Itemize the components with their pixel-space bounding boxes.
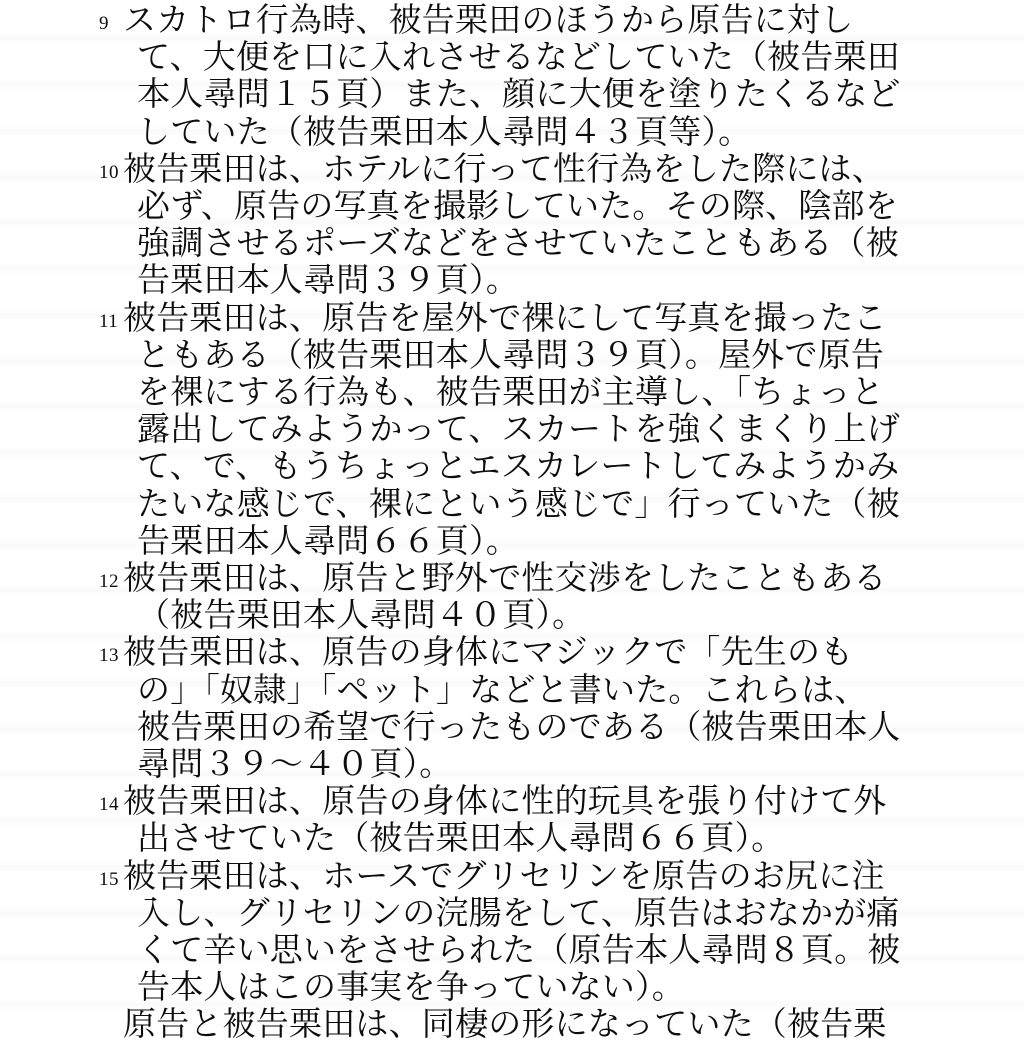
list-item-number: 15 [99, 868, 119, 890]
list-item-number: 9 [99, 13, 109, 34]
text-line: 告栗田本人尋問３９頁）。 [137, 263, 519, 300]
list-item-number: 12 [99, 571, 119, 593]
list-item [0, 784, 1024, 858]
text-line: 告栗田本人尋問６６頁）。 [137, 523, 519, 560]
text-line: 告本人はこの事実を争っていない）。 [137, 970, 685, 1007]
list-item [0, 152, 1024, 301]
list-item-number: 13 [99, 645, 119, 667]
text-line: くて辛い思いをさせられた（原告本人尋問８頁。被 [137, 933, 901, 970]
list-item [0, 859, 1024, 1008]
text-line: 本人尋問１５頁）また、顔に大便を塗りたくるなど [137, 77, 901, 114]
list-item-number: 10 [99, 161, 119, 183]
list-item-number: 11 [99, 310, 119, 332]
list-item-text [123, 635, 1014, 784]
list-item-text [123, 561, 1014, 635]
list-item-text [123, 1007, 1014, 1044]
text-line: スカトロ行為時、被告栗田のほうから原告に対し [123, 3, 854, 39]
list-item [0, 301, 1024, 561]
text-line: 入し、グリセリンの浣腸をして、原告はおなかが痛 [137, 895, 900, 932]
list-item [0, 1007, 1024, 1044]
list-item-text [123, 784, 1014, 858]
text-line: 出させていた（被告栗田本人尋問６６頁）。 [137, 821, 785, 858]
text-line: 強調させるポーズなどをさせていたこともある（被 [137, 226, 899, 263]
text-line: 被告栗田は、原告を屋外で裸にして写真を撮ったこ [123, 300, 887, 337]
list-item-text [123, 300, 1014, 561]
document-text-block [0, 3, 1024, 1045]
list-item-text [123, 151, 1014, 301]
text-line: たいな感じで、裸にという感じで」行っていた（被 [137, 486, 900, 523]
list-item-text [123, 3, 1014, 152]
text-line: 露出してみようかって、スカートを強くまくり上げ [137, 412, 900, 449]
list-item-number: 14 [99, 794, 119, 816]
text-line: 被告栗田は、ホースでグリセリンを原告のお尻に注 [123, 858, 885, 895]
text-line: 被告栗田は、原告と野外で性交渉をしたこともある [123, 561, 887, 598]
text-line: の」「奴隷」「ペット」などと書いた。これらは、 [137, 672, 868, 709]
text-line: 原告と被告栗田は、同棲の形になっていた（被告栗 [123, 1007, 887, 1044]
text-line: （被告栗田本人尋問４０頁）。 [137, 598, 586, 635]
list-item [0, 3, 1024, 152]
list-item [0, 635, 1024, 784]
text-line: 尋問３９～４０頁）。 [137, 747, 453, 784]
text-line: 被告栗田は、原告の身体にマジックで「先生のも [123, 635, 854, 672]
text-line: て、で、もうちょっとエスカレートしてみようかみ [137, 449, 900, 486]
text-line: を裸にする行為も、被告栗田が主導し、「ちょっと [137, 375, 885, 412]
list-item [0, 561, 1024, 635]
text-line: 被告栗田は、ホテルに行って性行為をした際には、 [123, 151, 885, 188]
text-line: していた（被告栗田本人尋問４３頁等）。 [137, 114, 752, 151]
text-line: 必ず、原告の写真を撮影していた。その際、陰部を [137, 189, 898, 226]
text-line: 被告栗田の希望で行ったものである（被告栗田本人 [137, 709, 901, 746]
list-item-text [123, 858, 1014, 1008]
text-line: て、大便を口に入れさせるなどしていた（被告栗田 [137, 40, 900, 77]
text-line: 被告栗田は、原告の身体に性的玩具を張り付けて外 [123, 784, 887, 821]
text-line: ともある（被告栗田本人尋問３９頁）。屋外で原告 [137, 337, 885, 374]
